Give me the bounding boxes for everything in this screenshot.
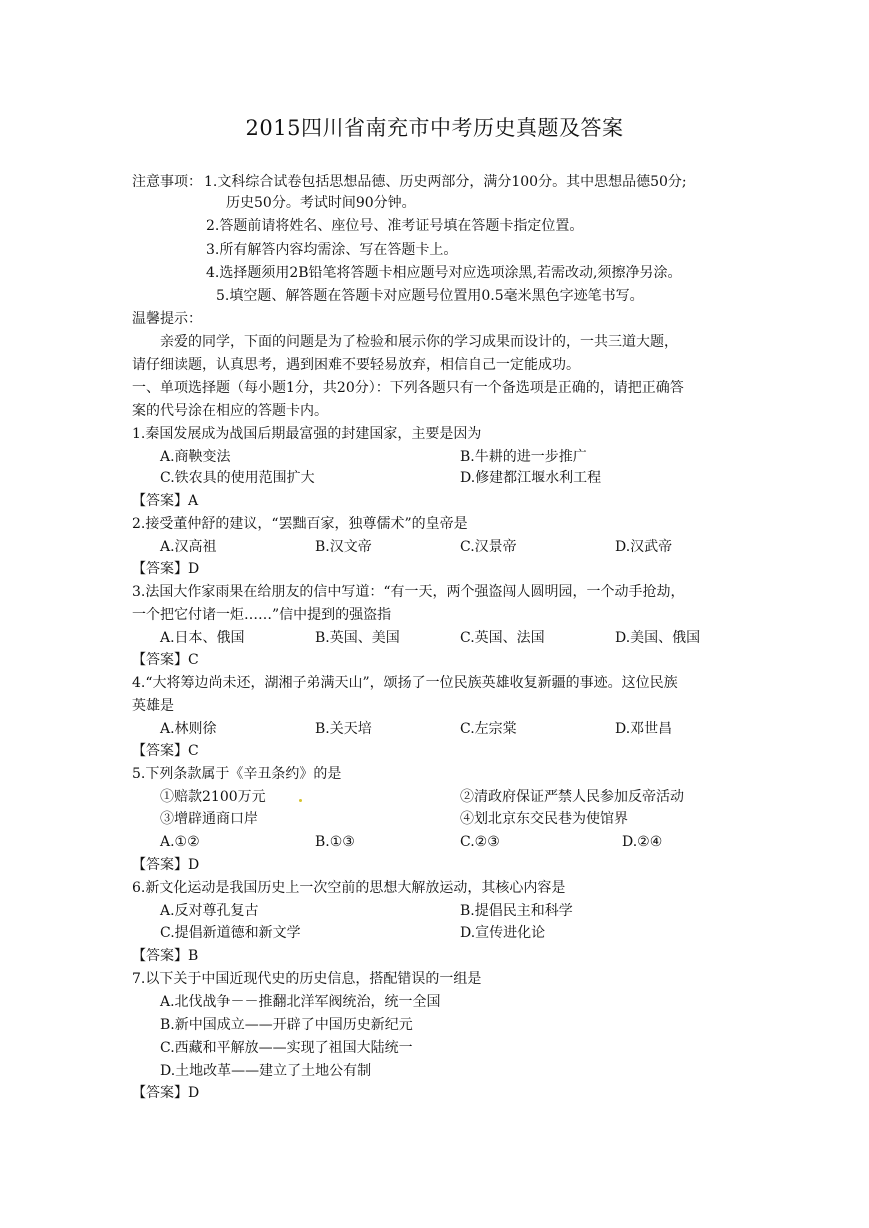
question-5-option-b: B.①③ <box>315 834 355 850</box>
question-6-option-c: C.提倡新道德和新文学 <box>160 925 301 941</box>
tip-line-1: 亲爱的同学，下面的问题是为了检验和展示你的学习成果而设计的，一共三道大题， <box>160 334 678 350</box>
page-title: 2015四川省南充市中考历史真题及答案 <box>245 116 624 140</box>
question-4-stem: 4.“大将筹边尚未还，湖湘子弟满天山”，颂扬了一位民族英雄收复新疆的事迹。这位民族 <box>132 675 678 691</box>
question-4-option-d: D.邓世昌 <box>615 721 673 737</box>
question-5-item-1: ①赔款2100万元 <box>160 789 266 805</box>
question-5-option-d: D.②④ <box>622 834 663 850</box>
notice-label: 注意事项： <box>132 174 202 190</box>
question-3-stem: 3.法国大作家雨果在给朋友的信中写道：“有一天，两个强盗闯人圆明园，一个动手抢劫， <box>132 584 685 600</box>
question-6-stem: 6.新文化运动是我国历史上一次空前的思想大解放运动，其核心内容是 <box>132 880 566 896</box>
question-5-item-3: ③增辟通商口岸 <box>160 811 258 827</box>
question-6-option-d: D.宣传进化论 <box>460 925 546 941</box>
question-7-option-b: B.新中国成立——开辟了中国历史新纪元 <box>160 1017 413 1033</box>
notice-item-4: 4.选择题须用2B铅笔将答题卡相应题号对应选项涂黑,若需改动,须擦净另涂。 <box>206 265 682 281</box>
question-2-option-a: A.汉高祖 <box>160 539 217 555</box>
question-4-answer: 【答案】C <box>132 743 199 759</box>
notice-item-1-cont: 历史50分。考试时间90分钟。 <box>226 195 416 211</box>
notice-item-5: 5.填空题、解答题在答题卡对应题号位置用0.5毫米黑色字迹笔书写。 <box>216 288 644 304</box>
question-5-option-a: A.①② <box>160 834 200 850</box>
question-4-option-b: B.关天培 <box>315 721 372 737</box>
question-4-option-c: C.左宗棠 <box>460 721 517 737</box>
question-1-option-b: B.牛耕的进一步推广 <box>460 449 587 465</box>
question-2-answer: 【答案】D <box>132 561 200 577</box>
question-3-option-a: A.日本、俄国 <box>160 630 245 646</box>
notice-item-2: 2.答题前请将姓名、座位号、准考证号填在答题卡指定位置。 <box>206 218 584 234</box>
question-2-option-d: D.汉武帝 <box>615 539 673 555</box>
question-7-option-c: C.西藏和平解放——实现了祖国大陆统一 <box>160 1040 413 1056</box>
question-5-stem: 5.下列条款属于《辛丑条约》的是 <box>132 766 342 782</box>
question-1-stem: 1.秦国发展成为战国后期最富强的封建国家，主要是因为 <box>132 426 482 442</box>
question-3-answer: 【答案】C <box>132 652 199 668</box>
question-2-stem: 2.接受董仲舒的建议，“罢黜百家，独尊儒术”的皇帝是 <box>132 516 468 532</box>
question-1-answer: 【答案】A <box>132 493 199 509</box>
question-7-option-a: A.北伐战争－－推翻北洋军阀统治，统一全国 <box>160 994 441 1010</box>
question-6-answer: 【答案】B <box>132 948 199 964</box>
question-4-stem-cont: 英雄是 <box>132 698 174 714</box>
tip-label: 温馨提示： <box>132 311 202 327</box>
question-7-answer: 【答案】D <box>132 1085 200 1101</box>
question-5-option-c: C.②③ <box>460 834 500 850</box>
question-1-option-c: C.铁农具的使用范围扩大 <box>160 470 315 486</box>
section-heading-cont: 案的代号涂在相应的答题卡内。 <box>132 403 328 419</box>
question-6-option-b: B.提倡民主和科学 <box>460 903 573 919</box>
question-3-option-c: C.英国、法国 <box>460 630 545 646</box>
question-5-item-2: ②清政府保证严禁人民参加反帝活动 <box>460 789 684 805</box>
question-3-option-d: D.美国、俄国 <box>615 630 701 646</box>
question-4-option-a: A.林则徐 <box>160 721 217 737</box>
tip-line-2: 请仔细读题，认真思考，遇到困难不要轻易放弃，相信自己一定能成功。 <box>132 357 580 373</box>
speck-mark <box>299 799 302 802</box>
question-5-answer: 【答案】D <box>132 857 200 873</box>
section-heading: 一、单项选择题（每小题1分，共20分）：下列各题只有一个备选项是正确的，请把正确答 <box>132 380 684 396</box>
question-6-option-a: A.反对尊孔复古 <box>160 903 259 919</box>
question-3-stem-cont: 一个把它付诸一炬……”信中提到的强盗指 <box>132 607 392 623</box>
question-7-stem: 7.以下关于中国近现代史的历史信息，搭配错误的一组是 <box>132 971 482 987</box>
notice-item-3: 3.所有解答内容均需涂、写在答题卡上。 <box>206 242 458 258</box>
notice-item-1: 1.文科综合试卷包括思想品德、历史两部分，满分100分。其中思想品德50分; <box>204 174 687 190</box>
question-5-item-4: ④划北京东交民巷为使馆界 <box>460 811 628 827</box>
question-2-option-b: B.汉文帝 <box>315 539 372 555</box>
question-1-option-d: D.修建都江堰水利工程 <box>460 470 602 486</box>
question-3-option-b: B.英国、美国 <box>315 630 400 646</box>
question-1-option-a: A.商鞅变法 <box>160 449 231 465</box>
question-2-option-c: C.汉景帝 <box>460 539 517 555</box>
question-7-option-d: D.土地改革——建立了土地公有制 <box>160 1063 372 1079</box>
